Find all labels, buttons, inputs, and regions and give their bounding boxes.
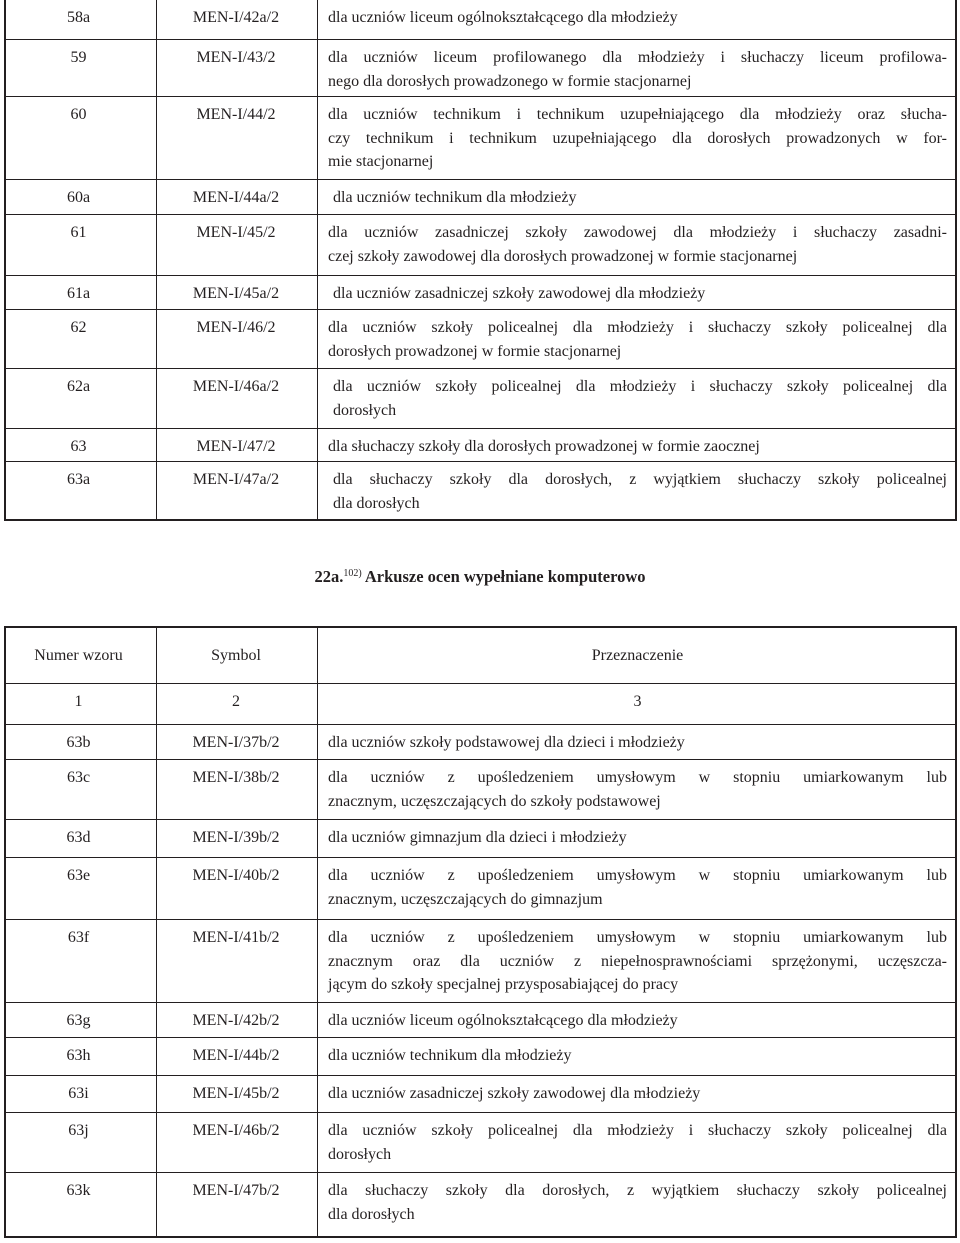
form-symbol: MEN-I/46/2 [196,319,276,336]
form-purpose [333,282,947,306]
table-row [6,819,955,858]
footnote-ref: 102) [343,568,362,579]
purpose-line: czej szkoły zawodowej dla dorosłych prowadzonej w formie stacjonarnej [328,247,798,265]
form-number: 63f [67,929,90,946]
table-row [6,1075,955,1113]
form-purpose [328,103,947,174]
table-row [6,461,955,522]
table-row [6,1172,955,1237]
form-symbol: MEN-I/46b/2 [192,1122,280,1139]
form-symbol: MEN-I/47b/2 [192,1182,280,1199]
form-number: 60 [70,106,87,123]
purpose-line: jącym do szkoły specjalnej przysposabiającej do pracy [328,976,679,993]
form-purpose [328,46,947,93]
form-number: 63k [66,1182,91,1199]
form-symbol: MEN-I/46a/2 [192,378,280,395]
form-purpose [328,221,947,268]
column-number-2: 2 [232,693,240,710]
purpose-line: dla uczniów zasadniczej szkoły zawodowej dla młodzieży [328,1085,701,1102]
table-row [6,214,955,276]
form-number: 63i [68,1085,89,1102]
form-symbol: MEN-I/47a/2 [192,471,280,488]
form-purpose [328,864,947,911]
table-row [6,919,955,1003]
form-purpose [328,1009,947,1033]
table-row [6,857,955,920]
form-number: 61a [66,285,91,302]
form-purpose [328,926,947,997]
table-row [6,0,955,39]
column-number-row [6,683,955,725]
table-row [6,428,955,462]
form-symbol: MEN-I/43/2 [196,49,276,66]
form-number: 60a [66,189,91,206]
purpose-line: dla uczniów liceum ogólnokształcącego dla młodzieży [328,9,678,26]
form-purpose [328,6,947,30]
form-purpose [333,468,947,515]
form-number: 62 [70,319,87,336]
purpose-line: dla uczniów technikum dla młodzieży [328,1047,572,1064]
column-header-purpose: Przeznaczenie [591,647,684,664]
purpose-line: dla dorosłych [328,1205,415,1223]
form-number: 63j [68,1122,89,1139]
purpose-line: dorosłych prowadzonej w formie stacjonarnej [328,342,622,360]
forms-table-continued [4,0,957,521]
table-row [6,96,955,180]
table-row [6,1002,955,1038]
table-row [6,275,955,310]
table-row [6,179,955,215]
header-row [6,628,955,683]
table-row [6,368,955,429]
form-symbol: MEN-I/44a/2 [192,189,280,206]
purpose-line: czy technikum i technikum uzupełniającego dla dorosłych prowadzonych w for- [328,129,947,147]
form-number: 63a [66,471,91,488]
purpose-line: dorosłych [328,1145,392,1163]
purpose-line: dla słuchaczy szkoły dla dorosłych prowadzonej w formie zaocznej [328,438,760,455]
purpose-line: znacznym, uczęszczających do gimnazjum [328,890,603,908]
form-symbol: MEN-I/45a/2 [192,285,280,302]
purpose-line: znacznym oraz dla uczniów z niepełnosprawnościami sprzężonymi, uczęszcza- [328,952,947,970]
purpose-line: dla uczniów z upośledzeniem umysłowym w stopniu umiarkowanym lub [328,769,947,786]
form-number: 63 [70,438,87,455]
purpose-line: dla uczniów z upośledzeniem umysłowym w stopniu umiarkowanym lub [328,867,947,884]
form-symbol: MEN-I/40b/2 [192,867,280,884]
form-purpose [328,826,947,850]
purpose-line: dla uczniów technikum dla młodzieży [333,189,577,206]
table-row [6,759,955,820]
form-purpose [328,1044,947,1068]
form-purpose [328,1082,947,1106]
form-purpose [328,1119,947,1166]
purpose-line: dla uczniów gimnazjum dla dzieci i młodzieży [328,829,627,846]
purpose-line: dla uczniów technikum i technikum uzupełniającego dla młodzieży oraz słucha- [328,106,947,123]
form-number: 63c [66,769,91,786]
form-symbol: MEN-I/42a/2 [192,9,280,26]
form-number: 59 [70,49,87,66]
purpose-line: dla dorosłych [333,494,420,512]
form-symbol: MEN-I/38b/2 [192,769,280,786]
form-symbol: MEN-I/41b/2 [192,929,280,946]
column-header-number: Numer wzoru [34,647,123,664]
purpose-line: dla uczniów liceum ogólnokształcącego dla młodzieży [328,1012,678,1029]
form-symbol: MEN-I/37b/2 [192,734,280,751]
form-number: 63b [66,734,91,751]
section-heading [0,567,960,587]
forms-table-computer [4,626,957,1238]
form-number: 63e [66,867,91,884]
purpose-line: dla uczniów szkoły policealnej dla młodzieży i słuchaczy szkoły policealnej dla [328,1122,947,1139]
section-title: Arkusze ocen wypełniane komputerowo [364,567,646,586]
purpose-line: znacznym, uczęszczających do szkoły podstawowej [328,792,661,810]
section-number: 22a. [314,567,344,586]
form-symbol: MEN-I/47/2 [196,438,276,455]
form-number: 61 [70,224,87,241]
form-symbol: MEN-I/44b/2 [192,1047,280,1064]
purpose-line: dla uczniów zasadniczej szkoły zawodowej dla młodzieży i słuchaczy zasadni- [328,224,947,241]
form-symbol: MEN-I/45b/2 [192,1085,280,1102]
column-number-1: 1 [74,693,83,710]
purpose-line: dla uczniów zasadniczej szkoły zawodowej dla młodzieży [333,285,706,302]
form-symbol: MEN-I/39b/2 [192,829,280,846]
table-row [6,1112,955,1173]
purpose-line: dla uczniów szkoły policealnej dla młodzieży i słuchaczy szkoły policealnej dla [333,378,947,395]
purpose-line: dla uczniów szkoły podstawowej dla dzieci i młodzieży [328,734,685,751]
form-purpose [333,186,947,210]
purpose-line: dla uczniów z upośledzeniem umysłowym w stopniu umiarkowanym lub [328,929,947,946]
form-purpose [328,316,947,363]
form-purpose [328,731,947,755]
form-symbol: MEN-I/44/2 [196,106,276,123]
form-purpose [328,1179,947,1226]
purpose-line: mie stacjonarnej [328,153,434,170]
purpose-line: dla uczniów liceum profilowanego dla młodzieży i słuchaczy liceum profilowa- [328,49,947,66]
column-number-3: 3 [633,693,642,710]
form-symbol: MEN-I/42b/2 [192,1012,280,1029]
form-number: 62a [66,378,91,395]
purpose-line: nego dla dorosłych prowadzonego w formie stacjonarnej [328,72,692,90]
purpose-line: dla słuchaczy szkoły dla dorosłych, z wyjątkiem słuchaczy szkoły policealnej [328,1182,947,1199]
form-purpose [328,435,947,459]
form-number: 58a [66,9,91,26]
table-row [6,724,955,760]
form-number: 63d [66,829,91,846]
table-row [6,39,955,97]
purpose-line: dla słuchaczy szkoły dla dorosłych, z wyjątkiem słuchaczy szkoły policealnej [333,471,947,488]
table-row [6,1037,955,1076]
form-purpose [333,375,947,422]
form-number: 63g [66,1012,91,1029]
form-symbol: MEN-I/45/2 [196,224,276,241]
column-header-symbol: Symbol [211,647,261,664]
purpose-line: dla uczniów szkoły policealnej dla młodzieży i słuchaczy szkoły policealnej dla [328,319,947,336]
form-purpose [328,766,947,813]
form-number: 63h [66,1047,91,1064]
table-row [6,309,955,369]
purpose-line: dorosłych [333,401,397,419]
